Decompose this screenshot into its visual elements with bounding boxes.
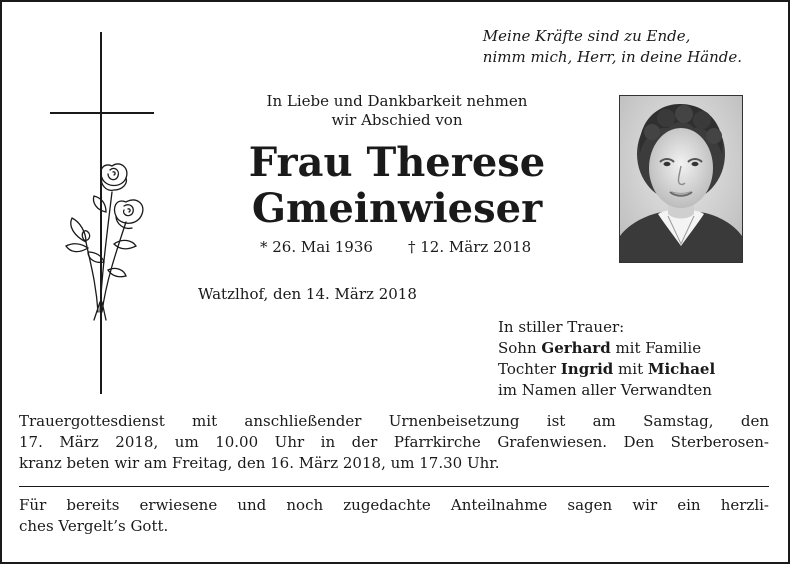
quote-line-2: nimm mich, Herr, in deine Hände. [482, 48, 742, 66]
divider-line [19, 486, 769, 487]
intro-text [197, 92, 597, 130]
place-and-date: Watzlhof, den 14. März 2018 [198, 285, 417, 303]
mourners-block [498, 317, 715, 401]
mourners-heading: In stiller Trauer: [498, 318, 625, 336]
service-line-3: kranz beten wir am Freitag, den 16. März 2018, um 17.30 Uhr. [19, 454, 500, 472]
portrait-photo [619, 95, 743, 263]
son-suffix: mit Familie [610, 339, 702, 357]
deceased-name-line-1: Frau Therese [248, 139, 546, 186]
son-prefix: Sohn [498, 339, 542, 357]
intro-line-2: wir Abschied von [331, 111, 463, 129]
cross-horizontal-beam [50, 112, 154, 114]
roses-icon [60, 152, 156, 322]
daughter-mid: mit [613, 360, 648, 378]
bible-quote [483, 26, 742, 68]
service-line-2: 17. März 2018, um 10.00 Uhr in der Pfarrkirche Grafenwiesen. Den Sterberosen- [19, 433, 769, 451]
mourner-relatives: im Namen aller Verwandten [498, 381, 712, 399]
mourner-son [498, 338, 715, 359]
intro-line-1: In Liebe und Dankbarkeit nehmen [266, 92, 528, 110]
daughter-name: Ingrid [560, 360, 614, 378]
thanks-line-1: Für bereits erwiesene und noch zugedachte Anteilnahme sagen wir ein herzli- [19, 496, 769, 514]
service-line-1: Trauergottesdienst mit anschließender Urnenbeisetzung ist am Samstag, den [19, 412, 769, 430]
death-date: † 12. März 2018 [408, 238, 532, 256]
son-name: Gerhard [541, 339, 611, 357]
daughter-partner-name: Michael [647, 360, 716, 378]
deceased-name-line-2: Gmeinwieser [251, 185, 543, 232]
thanks-line-2: ches Vergelt’s Gott. [19, 517, 169, 535]
daughter-prefix: Tochter [498, 360, 561, 378]
deceased-name [197, 140, 597, 232]
thanks-note [19, 495, 769, 537]
mourner-daughter [498, 359, 715, 380]
birth-date: * 26. Mai 1936 [260, 238, 373, 256]
service-announcement [19, 411, 769, 474]
quote-line-1: Meine Kräfte sind zu Ende, [482, 27, 691, 45]
